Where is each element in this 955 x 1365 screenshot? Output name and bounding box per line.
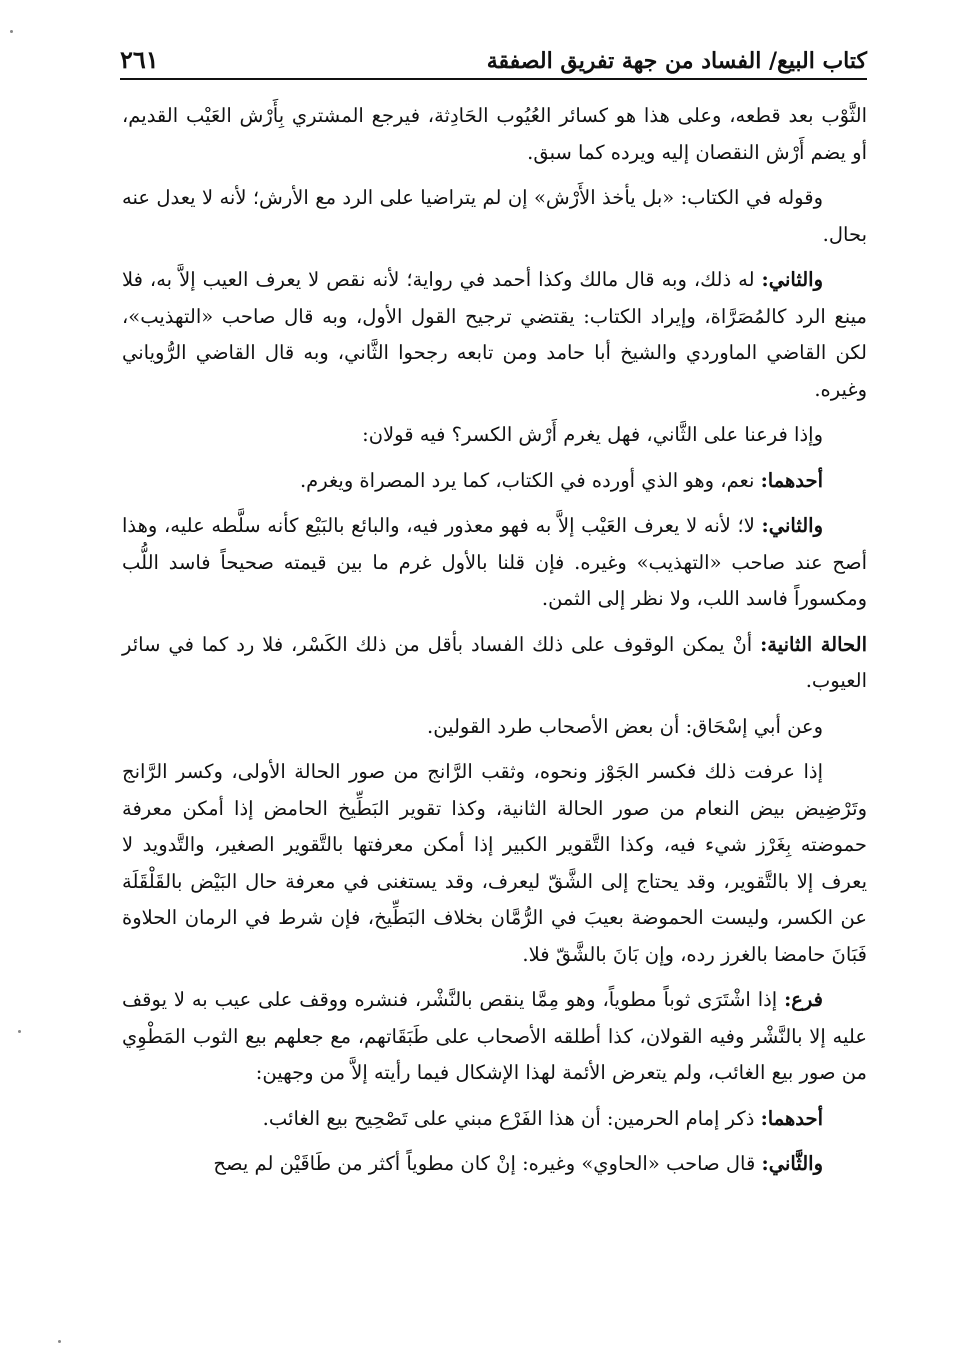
header-divider [120, 78, 867, 80]
paragraph-text: لا؛ لأنه لا يعرف العَيْب إلاَّ به فهو معذور فيه، والبائع بالبَيْع كأنه سلَّطه عليه، وهذا أصح عند صاحب «التهذيب» وغيره. فإن قلنا بالأول غرم ما بين قيمته صحيحاً فاسد اللُّب ومكسوراً فاسد اللب، ولا نظر إلى الثمن. [122, 514, 867, 610]
paragraph [122, 1146, 867, 1183]
scan-speck [10, 30, 13, 33]
paragraph-lead: والثاني: [761, 514, 823, 537]
scan-speck [18, 1030, 21, 1033]
paragraph-text: وعن أبي إسْحَاق: أن بعض الأصحاب طرد القولين. [427, 714, 823, 738]
paragraph-lead: فرع: [784, 988, 823, 1011]
paragraph [122, 982, 867, 1092]
paragraph-text: الثَّوْب بعد قطعه، وعلى هذا هو كسائر العُيُوب الحَادِثة، فيرجع المشتري بِأَرْش العَيْب القديم، أو يضم أَرْش النقصان إليه ويرده كما سبق. [122, 104, 867, 164]
paragraph [122, 627, 867, 700]
paragraph-text: وإذا فرعنا على الثَّاني، فهل يغرم أَرْش الكسر؟ فيه قولان: [362, 423, 823, 446]
paragraph-text: ذكر إمام الحرمين: أن هذا الفَرْع مبني على تَصْحِيح بيع الغائب. [262, 1106, 761, 1130]
paragraph-text: له ذلك، وبه قال مالك وكذا أحمد في رواية؛ لأنه نقص لا يعرف العيب إلاَّ به، فلا مينع الرد كالمُصَرَّاة، وإيراد الكتاب: يقتضي ترجيح القول الأول، وبه قال صاحب «التهذيب»، لكن القاضي الماوردي والشيخ أبا حامد ومن تابعه رجحوا الثَّاني، وبه قال القاضي الرُّوياني وغيره. [122, 268, 867, 401]
paragraph [122, 463, 867, 500]
paragraph-lead: والثَّاني: [761, 1152, 823, 1175]
paragraph-lead: الحالة الثانية: [760, 632, 867, 656]
paragraph [122, 754, 867, 973]
page-header [120, 30, 867, 74]
paragraph [122, 508, 867, 618]
paragraph-lead: أحدهما: [760, 1106, 823, 1130]
paragraph [122, 98, 867, 171]
paragraph-text: إذا اشْتَرَى ثوباً مطوياً، وهو مِمَّا ينقص بالنَّشْر، فنشره ووقف على عيب به لا يوقف عليه إلا بالنَّشْر وفيه القولان، كذا أطلقه الأصحاب على طَبَقَاتهم، مع جعلهم بيع الثوب المَطْوِي من صور بيع الغائب، ولم يتعرض الأئمة لهذا الإشكال فيما رأيته إلاَّ من وجهين: [122, 988, 867, 1084]
paragraph-lead: والثاني: [761, 268, 823, 291]
paragraph-lead: أحدهما: [760, 468, 823, 492]
paragraph [122, 709, 867, 746]
paragraph-text: قال صاحب «الحاوي» وغيره: إنْ كان مطوياً أكثر من طَاقَيْن لم يصح [213, 1152, 762, 1175]
paragraph-text: أنْ يمكن الوقوف على ذلك الفساد بأقل من ذلك الكَسْر، فلا رد كما في سائر العيوب. [122, 632, 867, 692]
paragraph-text: إذا عرفت ذلك فكسر الجَوْز ونحوه، وثقب الرَّانج من صور الحالة الأولى، وكسر الرَّانج وتَرْضِيض بيض النعام من صور الحالة الثانية، وكذا تقوير البَطِّيخ الحامض إذا أمكن معرفة حموضته بِغَرْز شيء فيه، وكذا التَّقوير الكبير إذا أمكن معرفتها بالتَّقوير الصغير، والتَّدويد لا يعرف إلا بالتَّقوير، وقد يحتاج إلى الشَّقّ ليعرف، وقد يستغنى في معرفة حال البَيْض بالقَلْقَلَة عن الكسر، وليست الحموضة بعيبَ في الرُّمَّان بخلاف البَطِّيخ، فإن شرط في الرمان الحلاوة فَبَانَ حامضا بالغرز رده، وإن بَانَ بالشَّقّ فلا. [122, 760, 867, 966]
running-title: كتاب البيع/ الفساد من جهة تفريق الصفقة [486, 48, 867, 74]
page-body [122, 98, 867, 1325]
scan-speck [58, 1340, 61, 1343]
page-number: ٢٦١ [120, 45, 159, 74]
paragraph-text: وقوله في الكتاب: «بل يأخذ الأَرْش» إن لم يتراضيا على الرد مع الأرش؛ لأنه لا يعدل عنه بحال. [122, 186, 867, 246]
paragraph [122, 262, 867, 408]
paragraph [122, 1101, 867, 1138]
paragraph-text: نعم، وهو الذي أورده في الكتاب، كما يرد المصراة ويغرم. [299, 468, 761, 492]
paragraph [122, 417, 867, 454]
paragraph [122, 180, 867, 253]
